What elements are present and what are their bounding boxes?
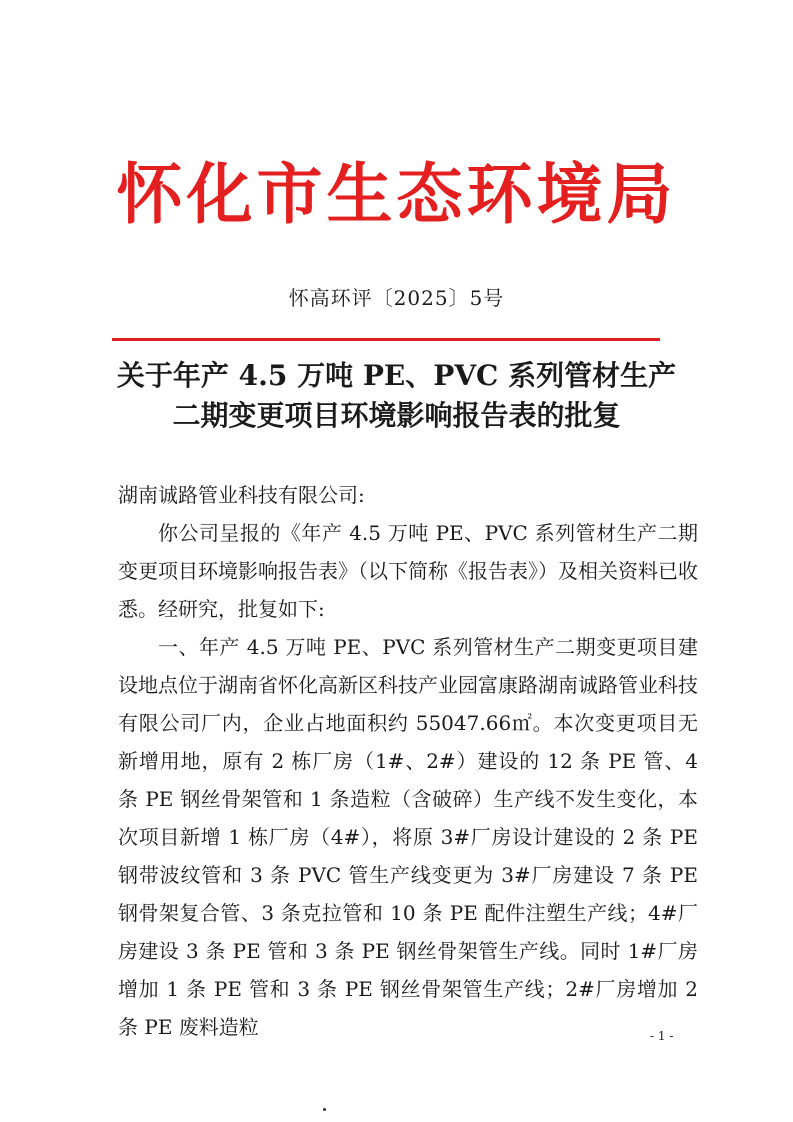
scan-artifact-dot xyxy=(323,1108,326,1111)
document-title-line-1: 关于年产 4.5 万吨 PE、PVC 系列管材生产 xyxy=(116,359,677,392)
page-number: - 1 - xyxy=(650,1029,674,1043)
document-title xyxy=(0,356,793,436)
issuing-organization-header: 怀化市生态环境局 xyxy=(116,156,677,233)
document-body xyxy=(118,476,698,1046)
document-number: 怀高环评〔2025〕5号 xyxy=(288,286,505,310)
salutation: 湖南诚路管业科技有限公司: xyxy=(118,483,365,507)
body-paragraph-2: 一、年产 4.5 万吨 PE、PVC 系列管材生产二期变更项目建设地点位于湖南省怀化高新区科技产业园富康路湖南诚路管业科技有限公司厂内，企业占地面积约 55047.66㎡。本次变更项目无新增用地，原有 2 栋厂房（1#、2#）建设的 12 条 PE 管、4 条 PE 钢丝骨架管和 1 条造粒（含破碎）生产线不发生变化，本次项目新增 1 栋厂房（4#），将原 3#厂房设计建设的 2 条 PE 钢带波纹管和 3 条 PVC 管生产线变更为 3#厂房建设 7 条 PE 钢骨架复合管、3 条克拉管和 10 条 PE 配件注塑生产线；4#厂房建设 3 条 PE 管和 3 条 PE 钢丝骨架管生产线。同时 1#厂房增加 1 条 PE 管和 3 条 PE 钢丝骨架管生产线；2#厂房增加 2 条 PE 废料造粒 xyxy=(118,635,698,1039)
document-title-line-2: 二期变更项目环境影响报告表的批复 xyxy=(172,399,621,432)
body-paragraph-1: 你公司呈报的《年产 4.5 万吨 PE、PVC 系列管材生产二期变更项目环境影响报告表》（以下简称《报告表》）及相关资料已收悉。经研究，批复如下: xyxy=(118,521,698,621)
red-separator-line xyxy=(112,338,660,341)
